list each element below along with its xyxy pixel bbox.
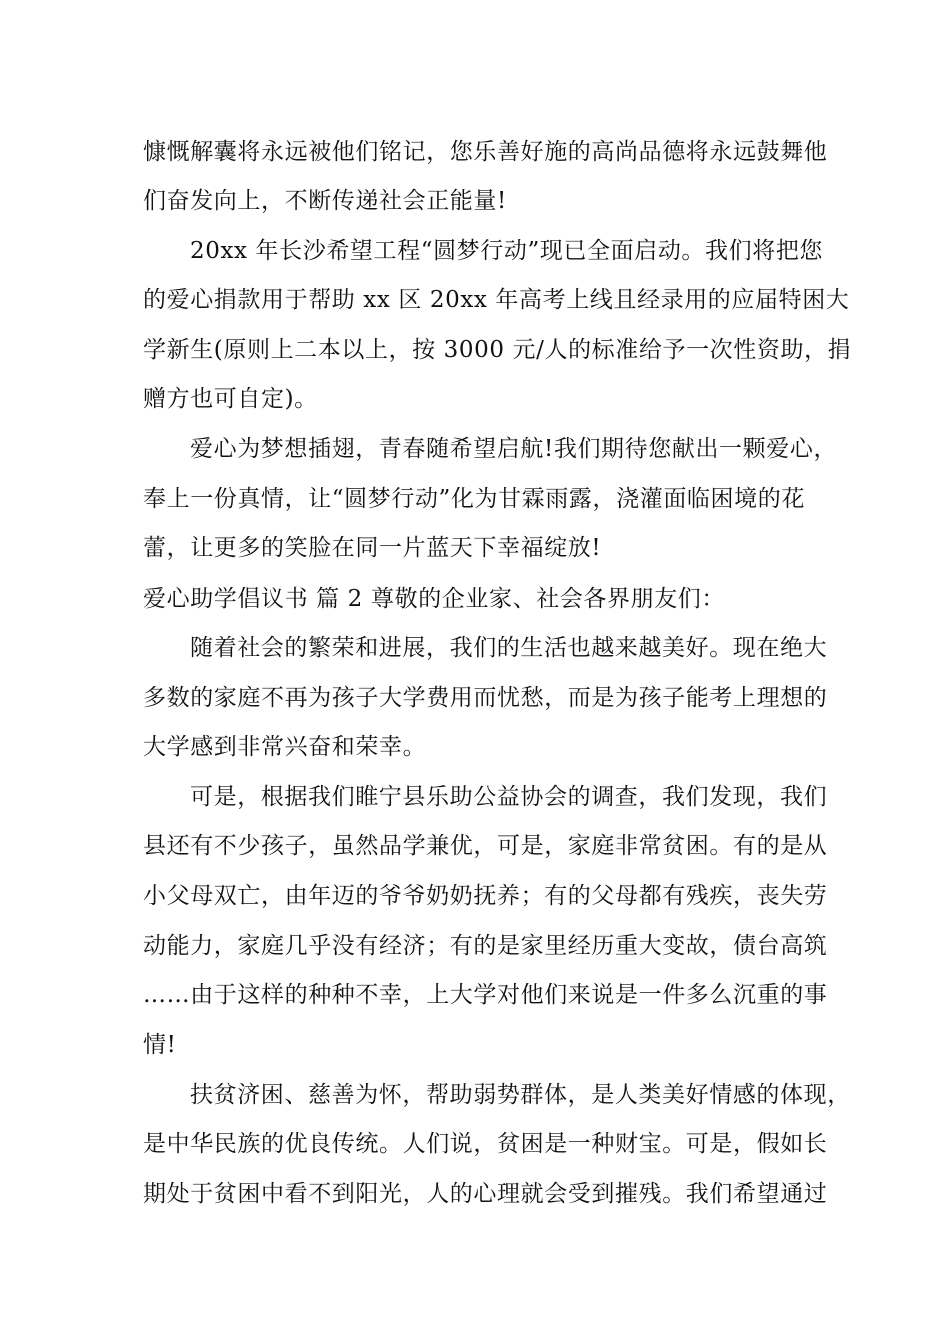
paragraph-line: 学新生(原则上二本以上，按 3000 元/人的标准给予一次性资助，捐	[143, 337, 852, 363]
paragraph-line: 动能力，家庭几乎没有经济；有的是家里经历重大变故，债台高筑	[143, 933, 828, 959]
salutation: 尊敬的企业家、社会各界朋友们：	[371, 586, 725, 612]
paragraph-line: 们奋发向上，不断传递社会正能量!	[143, 188, 507, 214]
paragraph-line: 情!	[143, 1032, 177, 1058]
paragraph-line: 蕾，让更多的笑脸在同一片蓝天下幸福绽放!	[143, 535, 602, 561]
paragraph-line: 慷慨解囊将永远被他们铭记，您乐善好施的高尚品德将永远鼓舞他	[143, 139, 828, 165]
paragraph-line: 爱心为梦想插翅，青春随希望启航!我们期待您献出一颗爱心，	[190, 436, 838, 462]
paragraph-line: 扶贫济困、慈善为怀，帮助弱势群体，是人类美好情感的体现，	[190, 1082, 851, 1108]
paragraph-line: 期处于贫困中看不到阳光，人的心理就会受到摧残。我们希望通过	[143, 1181, 828, 1207]
section-title: 爱心助学倡议书 篇 2	[143, 586, 363, 612]
paragraph-line: 县还有不少孩子，虽然品学兼优，可是，家庭非常贫困。有的是从	[143, 833, 828, 859]
paragraph-line: ……由于这样的种种不幸，上大学对他们来说是一件多么沉重的事	[143, 982, 828, 1008]
paragraph-line: 是中华民族的优良传统。人们说，贫困是一种财宝。可是，假如长	[143, 1131, 828, 1157]
paragraph-line: 的爱心捐款用于帮助 xx 区 20xx 年高考上线且经录用的应届特困大	[143, 287, 850, 313]
paragraph-line: 小父母双亡，由年迈的爷爷奶奶抚养；有的父母都有残疾，丧失劳	[143, 883, 828, 909]
paragraph-line: 随着社会的繁荣和进展，我们的生活也越来越美好。现在绝大	[190, 635, 828, 661]
section-heading	[0, 579, 950, 619]
paragraph-line: 大学感到非常兴奋和荣幸。	[143, 734, 427, 760]
paragraph-line: 多数的家庭不再为孩子大学费用而忧愁，而是为孩子能考上理想的	[143, 685, 828, 711]
paragraph-line: 20xx 年长沙希望工程“圆梦行动”现已全面启动。我们将把您	[190, 238, 824, 264]
paragraph-line: 奉上一份真情，让“圆梦行动”化为甘霖雨露，浇灌面临困境的花	[143, 486, 805, 512]
paragraph-line: 可是，根据我们睢宁县乐助公益协会的调查，我们发现，我们	[190, 784, 828, 810]
paragraph-line: 赠方也可自定)。	[143, 386, 318, 412]
